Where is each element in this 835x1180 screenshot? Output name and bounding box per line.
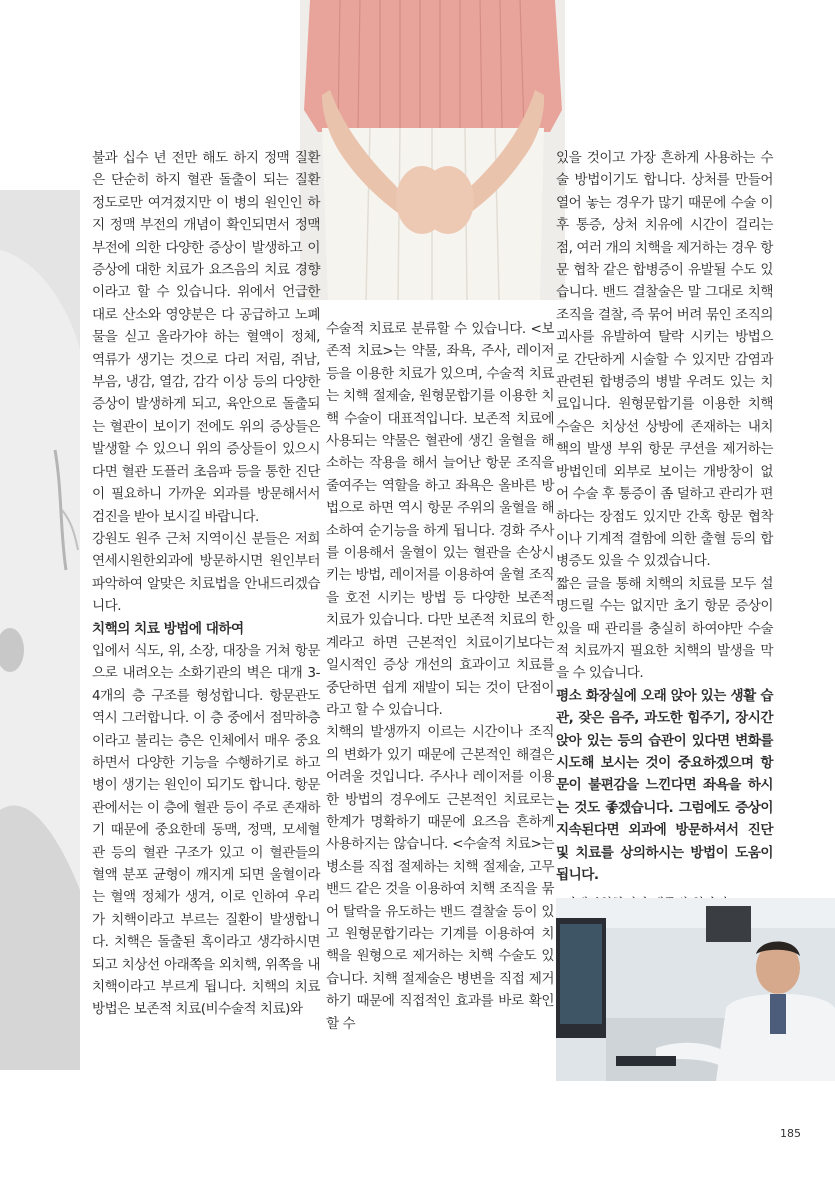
right-column (556, 147, 773, 917)
middle-column (326, 318, 554, 1035)
doctor-at-monitor-photo (556, 898, 835, 1081)
blurred-patient-photo (0, 190, 80, 1070)
middle-paragraph-1: 수술적 치료로 분류할 수 있습니다. <보존적 치료>는 약물, 좌욕, 주사, 레이저 등을 이용한 치료가 있으며, 수술적 치료는 치핵 절제술, 원형문합기를 이용한 치핵 수술이 대표적입니다. 보존적 치료에 사용되는 약물은 혈관에 생긴 울혈을 해소하는 작용을 해서 늘어난 항문 조직을 줄여주는 역할을 하고 좌욕은 올바른 방법으로 하면 역시 항문 주위의 울혈을 해소하여 순기능을 하게 됩니다. 경화 주사를 이용해서 울혈이 있는 혈관을 손상시키는 방법, 레이저를 이용하여 울혈 조직을 호전 시키는 방법 등 다양한 보존적 치료가 있습니다. 다만 보존적 치료의 한계라고 하면 근본적인 치료이기보다는 일시적인 증상 개선의 효과이고 치료를 중단하면 쉽게 재발이 되는 것이 단점이라고 할 수 있습니다. (326, 321, 554, 718)
left-paragraph-3: 입에서 식도, 위, 소장, 대장을 거쳐 항문으로 내려오는 소화기관의 벽은 대개 3-4개의 층 구조를 형성합니다. 항문관도 역시 그러합니다. 이 층 중에서 점막하층이라고 불리는 층은 인체에서 매우 중요하면서 다양한 기능을 수행하기로 하고 병이 생기는 원인이 되기도 합니다. 항문관에서는 이 층에 혈관 등이 주로 존재하기 때문에 중요한데 동맥, 정맥, 모세혈관 등의 혈관 구조가 있고 이 혈관들의 혈액 분포 균형이 깨지게 되면 울혈이라는 혈액 정체가 생겨, 이로 인하여 우리가 치핵이라고 부르는 질환이 발생합니다. 치핵은 돌출된 혹이라고 생각하시면 되고 치상선 아래쪽을 외치핵, 위쪽을 내치핵이라고 부르게 됩니다. 치핵의 치료 방법은 보존적 치료(비수술적 치료)와 (92, 642, 320, 1018)
right-paragraph-2: 짧은 글을 통해 치핵의 치료를 모두 설명드릴 수는 없지만 초기 항문 증상이 있을 때 관리를 충실히 하여야만 수술적 치료까지 필요한 치핵의 발생을 막을 수 있습니다. (556, 575, 773, 682)
section-heading: 치핵의 치료 방법에 대하여 (92, 620, 244, 637)
person-hands-on-back-photo (300, 0, 565, 300)
left-paragraph-1: 불과 십수 년 전만 해도 하지 정맥 질환은 단순히 하지 혈관 돌출이 되는 질환 정도로만 여겨졌지만 이 병의 원인인 하지 정맥 부전의 개념이 확인되면서 정맥 부전에 의한 다양한 증상이 발생하고 이 증상에 대한 치료가 요즈음의 치료 경향이라고 할 수 있습니다. 위에서 언급한 대로 산소와 영양분은 다 공급하고 노폐물을 싣고 올라가야 하는 혈액이 정체, 역류가 생기는 것으로 다리 저림, 쥐남, 부음, 냉감, 열감, 감각 이상 등의 다양한 증상이 발생하게 되고, 육안으로 돌출되는 혈관이 보이기 전에도 위의 증상들은 발생할 수 있으니 위의 증상들이 있으시다면 혈관 도플러 초음파 등을 통한 진단이 필요하니 가까운 외과를 방문해서서 검진을 받아 보시길 바랍니다. (92, 150, 320, 525)
page-number: 185 (780, 1127, 801, 1140)
middle-paragraph-2: 치핵의 발생까지 이르는 시간이나 조직의 변화가 있기 때문에 근본적인 해결은 어려울 것입니다. 주사나 레이저를 이용한 방법의 경우에도 근본적인 치료로는 한계가 명확하기 때문에 요즈음 흔하게 사용하지는 않습니다. <수술적 치료>는 병소를 직접 절제하는 치핵 절제술, 고무 밴드 같은 것을 이용하여 치핵 조직을 묶어 탈락을 유도하는 밴드 결찰술 등이 있고 원형문합기라는 기계를 이용하여 치핵을 원형으로 제거하는 치핵 수술도 있습니다. 치핵 절제술은 병변을 직접 제거하기 때문에 직접적인 효과를 바로 확인할 수 (326, 724, 554, 1032)
left-column (92, 147, 320, 1021)
right-paragraph-3: 평소 화장실에 오래 앉아 있는 생활 습관, 잦은 음주, 과도한 힘주기, 장시간 앉아 있는 등의 습관이 있다면 변화를 시도해 보시는 것이 중요하겠으며 항문이 불편감을 느낀다면 좌욕을 하시는 것도 좋겠습니다. 그럼에도 증상이 지속된다면 외과에 방문하셔서 진단 및 치료를 상의하시는 방법이 도움이 됩니다. (556, 687, 773, 883)
left-paragraph-2: 강원도 원주 근처 지역이신 분들은 저희 연세시원한외과에 방문하시면 원인부터 파악하여 알맞은 치료법을 안내드리겠습니다. (92, 530, 320, 615)
right-paragraph-1: 있을 것이고 가장 흔하게 사용하는 수술 방법이기도 합니다. 상처를 만들어 열어 놓는 경우가 많기 때문에 수술 이후 통증, 상처 치유에 시간이 걸리는 점, 여러 개의 치핵을 제거하는 경우 항문 협착 같은 합병증이 유발될 수도 있습니다. 밴드 결찰술은 말 그대로 치핵 조직을 결찰, 즉 묶어 버려 묶인 조직의 괴사를 유발하여 탈락 시키는 방법으로 간단하게 시술할 수 있지만 감염과 관련된 합병증의 병발 우려도 있는 치료입니다. 원형문합기를 이용한 치핵 수술은 치상선 상방에 존재하는 내치핵의 발생 부위 항문 쿠션을 제거하는 방법인데 외부로 보이는 개방창이 없어 수술 후 통증이 좀 덜하고 관리가 편하다는 장점도 있지만 간혹 항문 협착이나 기계적 결함에 의한 출혈 등의 합병증도 있을 수 있겠습니다. (556, 150, 773, 570)
